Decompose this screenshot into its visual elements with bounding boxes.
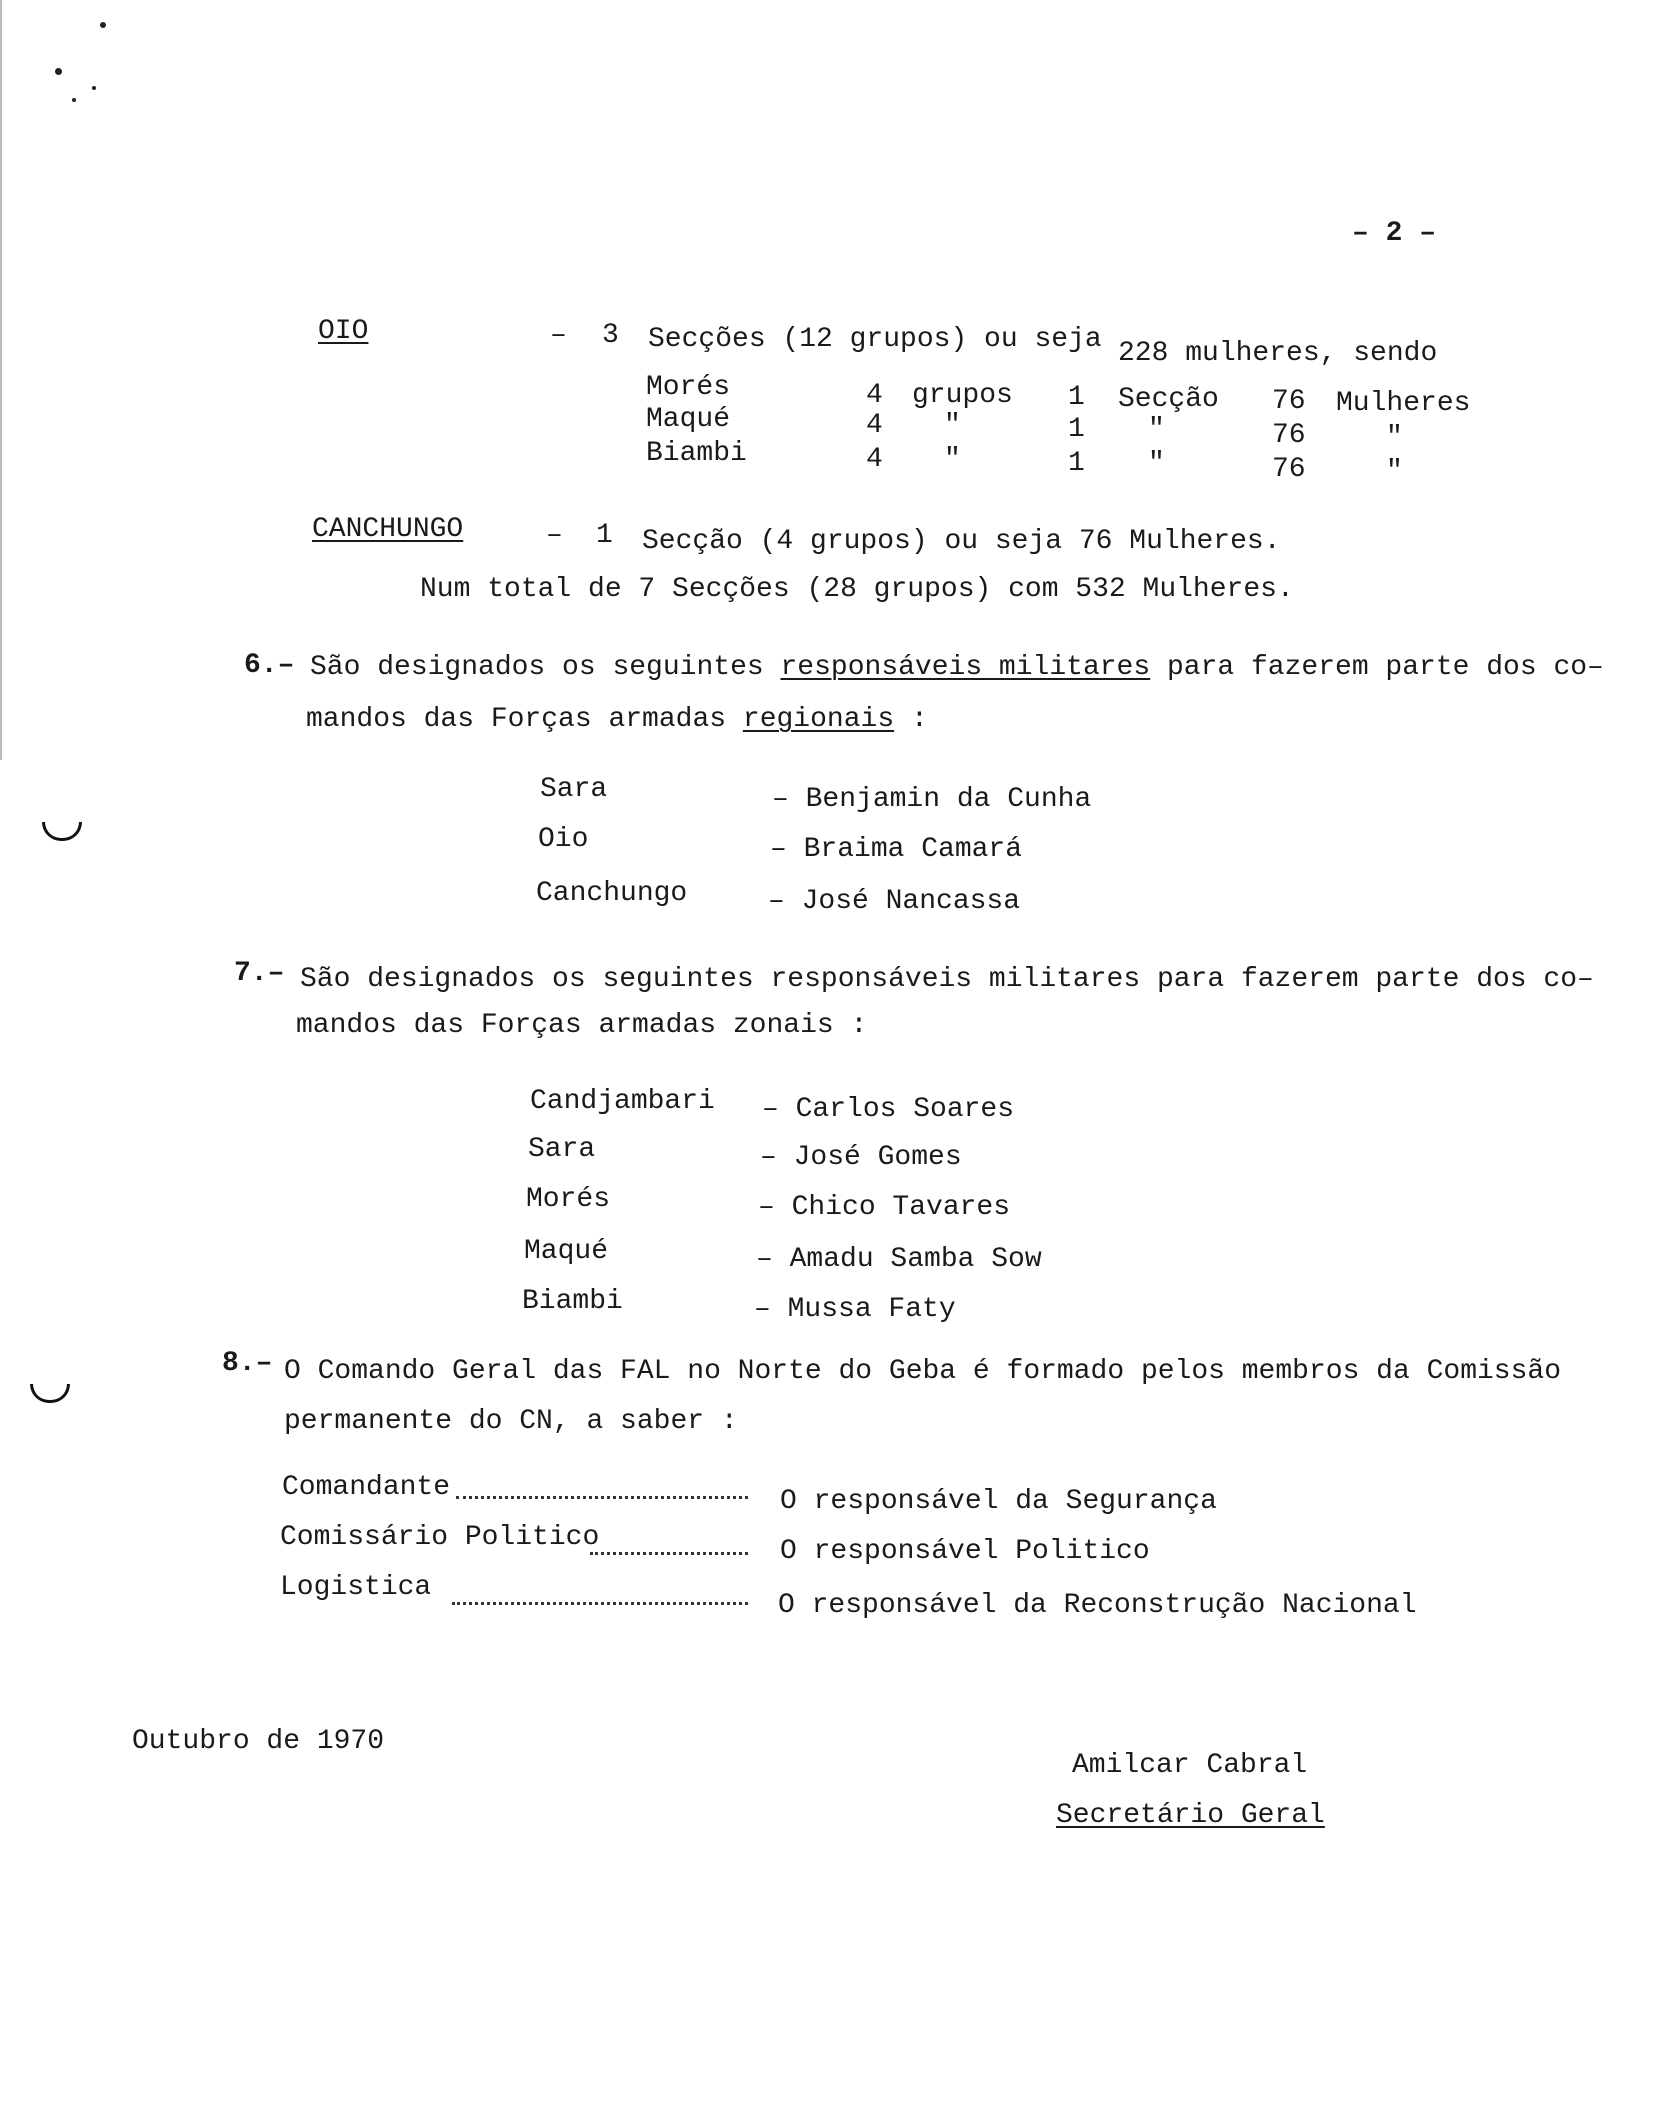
item-7-line1: São designados os seguintes responsáveis militares para fazerem parte dos co–	[300, 964, 1594, 995]
role-title: Comissário Politico	[280, 1522, 600, 1553]
item-6-line1	[310, 654, 1604, 682]
scan-speck	[55, 68, 62, 75]
assignment-place: Maqué	[524, 1236, 609, 1267]
assignment-person: – Braima Camará	[770, 834, 1023, 865]
dot-leader	[456, 1496, 748, 1499]
region-label-oio: OIO	[318, 316, 369, 347]
dot-leader	[590, 1552, 748, 1555]
table-cell-women: 76	[1272, 454, 1306, 485]
total-line: Num total de 7 Secções (28 grupos) com 532 Mulheres.	[420, 574, 1294, 605]
table-cell-sections: 1	[1068, 448, 1085, 479]
assignment-place: Biambi	[522, 1286, 623, 1317]
item-7-number: 7.–	[234, 958, 285, 989]
assignment-place: Sara	[528, 1134, 596, 1165]
item-8-number: 8.–	[222, 1348, 273, 1379]
oio-dash: –	[550, 320, 567, 351]
item-6-line1-underlined: responsáveis militares	[780, 652, 1151, 683]
assignment-place: Oio	[538, 824, 589, 855]
item-6-number: 6.–	[244, 650, 295, 681]
scan-speck	[72, 98, 76, 102]
assignment-place: Canchungo	[536, 878, 688, 909]
table-cell-women-unit: Mulheres	[1336, 388, 1471, 419]
dot-leader	[452, 1602, 748, 1605]
assignment-person: – José Nancassa	[768, 886, 1021, 917]
table-cell-groups: 4	[866, 380, 883, 411]
role-holder: O responsável da Reconstrução Nacional	[778, 1590, 1417, 1621]
binder-hole-mark	[30, 1384, 70, 1403]
binder-hole-mark	[42, 822, 82, 841]
assignment-person: – Mussa Faty	[754, 1294, 956, 1325]
assignment-place: Sara	[540, 774, 608, 805]
table-cell-groups-unit: "	[944, 444, 961, 475]
table-cell-groups-unit: "	[944, 410, 961, 441]
table-cell-name: Morés	[646, 372, 731, 403]
table-cell-sections-unit: "	[1148, 448, 1165, 479]
region-label-canchungo: CANCHUNGO	[312, 514, 464, 545]
role-title: Comandante	[282, 1472, 451, 1503]
item-6-line1-a: São designados os seguintes	[310, 652, 764, 683]
table-cell-women: 76	[1272, 420, 1306, 451]
item-6-line2-underlined: regionais	[742, 704, 895, 735]
table-cell-women-unit: "	[1386, 422, 1403, 453]
page-number: – 2 –	[1352, 218, 1437, 249]
assignment-person: – Chico Tavares	[758, 1192, 1011, 1223]
assignment-person: – Amadu Samba Sow	[756, 1244, 1042, 1275]
table-cell-sections: 1	[1068, 382, 1085, 413]
canchungo-text: Secção (4 grupos) ou seja 76 Mulheres.	[642, 526, 1281, 557]
item-7-line2: mandos das Forças armadas zonais :	[296, 1010, 868, 1041]
scan-speck	[92, 86, 96, 90]
signature-title: Secretário Geral	[1056, 1800, 1325, 1831]
table-cell-women: 76	[1272, 386, 1306, 417]
item-6-line2-a: mandos das Forças armadas	[306, 704, 727, 735]
table-cell-name: Maqué	[646, 404, 731, 435]
table-cell-sections: 1	[1068, 414, 1085, 445]
assignment-person: – José Gomes	[760, 1142, 962, 1173]
document-date: Outubro de 1970	[132, 1726, 385, 1757]
table-cell-groups: 4	[866, 444, 883, 475]
assignment-person: – Benjamin da Cunha	[772, 784, 1092, 815]
signature-name: Amilcar Cabral	[1072, 1750, 1308, 1781]
canchungo-count: 1	[596, 520, 613, 551]
oio-amount: 228 mulheres, sendo	[1118, 338, 1438, 369]
item-6-line2-c: :	[910, 704, 928, 735]
role-title: Logistica	[280, 1572, 432, 1603]
table-cell-sections-unit: "	[1148, 414, 1165, 445]
table-cell-groups: 4	[866, 410, 883, 441]
assignment-place: Candjambari	[530, 1086, 715, 1117]
role-holder: O responsável Politico	[780, 1536, 1150, 1567]
table-cell-groups-unit: grupos	[912, 380, 1013, 411]
scan-speck	[100, 22, 106, 28]
table-cell-women-unit: "	[1386, 456, 1403, 487]
item-6-line2	[306, 706, 928, 734]
table-cell-name: Biambi	[646, 438, 747, 469]
table-cell-sections-unit: Secção	[1118, 384, 1219, 415]
canchungo-dash: –	[546, 520, 563, 551]
page-edge-shadow	[0, 0, 2, 760]
assignment-person: – Carlos Soares	[762, 1094, 1015, 1125]
oio-text: Secções (12 grupos) ou seja	[648, 324, 1102, 355]
role-holder: O responsável da Segurança	[780, 1486, 1217, 1517]
oio-count: 3	[602, 320, 619, 351]
item-8-line2: permanente do CN, a saber :	[284, 1406, 738, 1437]
item-8-line1: O Comando Geral das FAL no Norte do Geba é formado pelos membros da Comissão	[284, 1356, 1562, 1387]
item-6-line1-c: para fazerem parte dos co–	[1166, 652, 1604, 683]
assignment-place: Morés	[526, 1184, 611, 1215]
